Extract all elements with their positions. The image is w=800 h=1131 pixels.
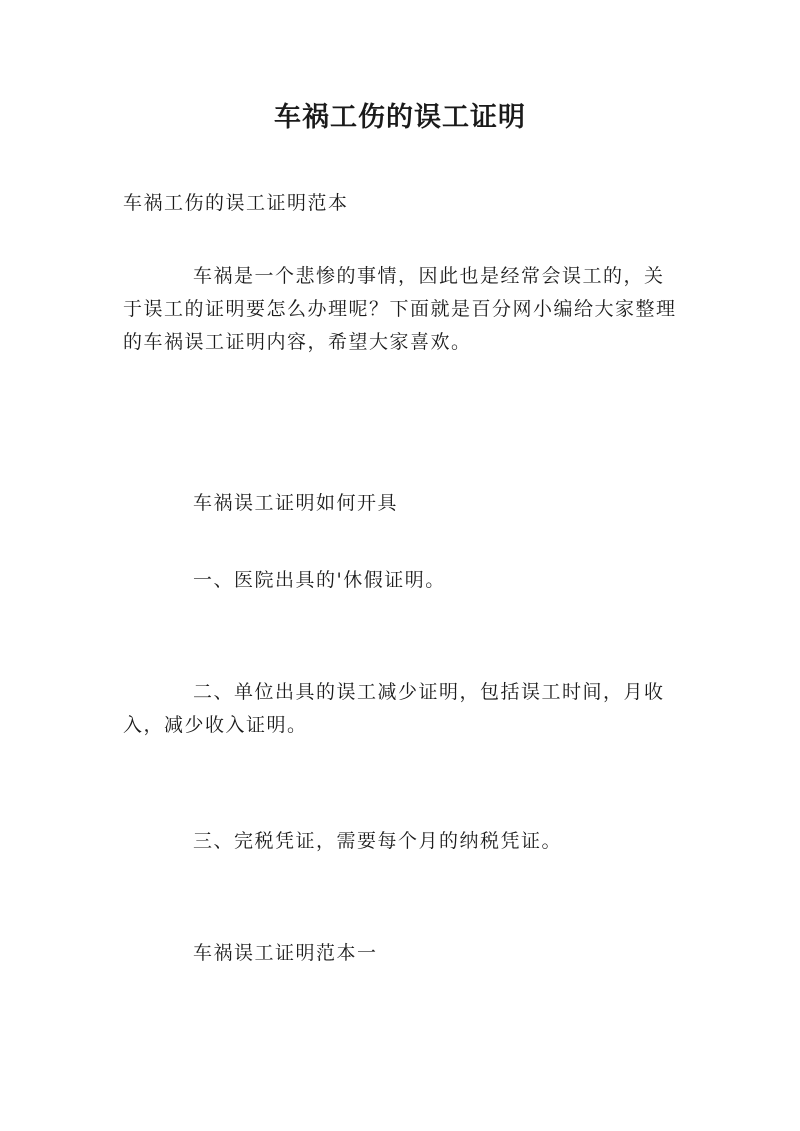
- section-heading: 车祸误工证明如何开具: [193, 492, 399, 514]
- sample-heading: 车祸误工证明范本一: [193, 942, 378, 964]
- list-item-1: 一、医院出具的'休假证明。: [193, 569, 446, 591]
- list-item-3: 三、完税凭证，需要每个月的纳税凭证。: [193, 830, 563, 852]
- document-subtitle: 车祸工伤的误工证明范本: [123, 192, 349, 214]
- list-item-2: 二、单位出具的误工减少证明，包括误工时间，月收入，减少收入证明。: [123, 681, 665, 736]
- document-title: 车祸工伤的误工证明: [274, 102, 526, 133]
- intro-paragraph: 车祸是一个悲惨的事情，因此也是经常会误工的，关于误工的证明要怎么办理呢？下面就是百分网小编给大家整理的车祸误工证明内容，希望大家喜欢。: [123, 265, 677, 353]
